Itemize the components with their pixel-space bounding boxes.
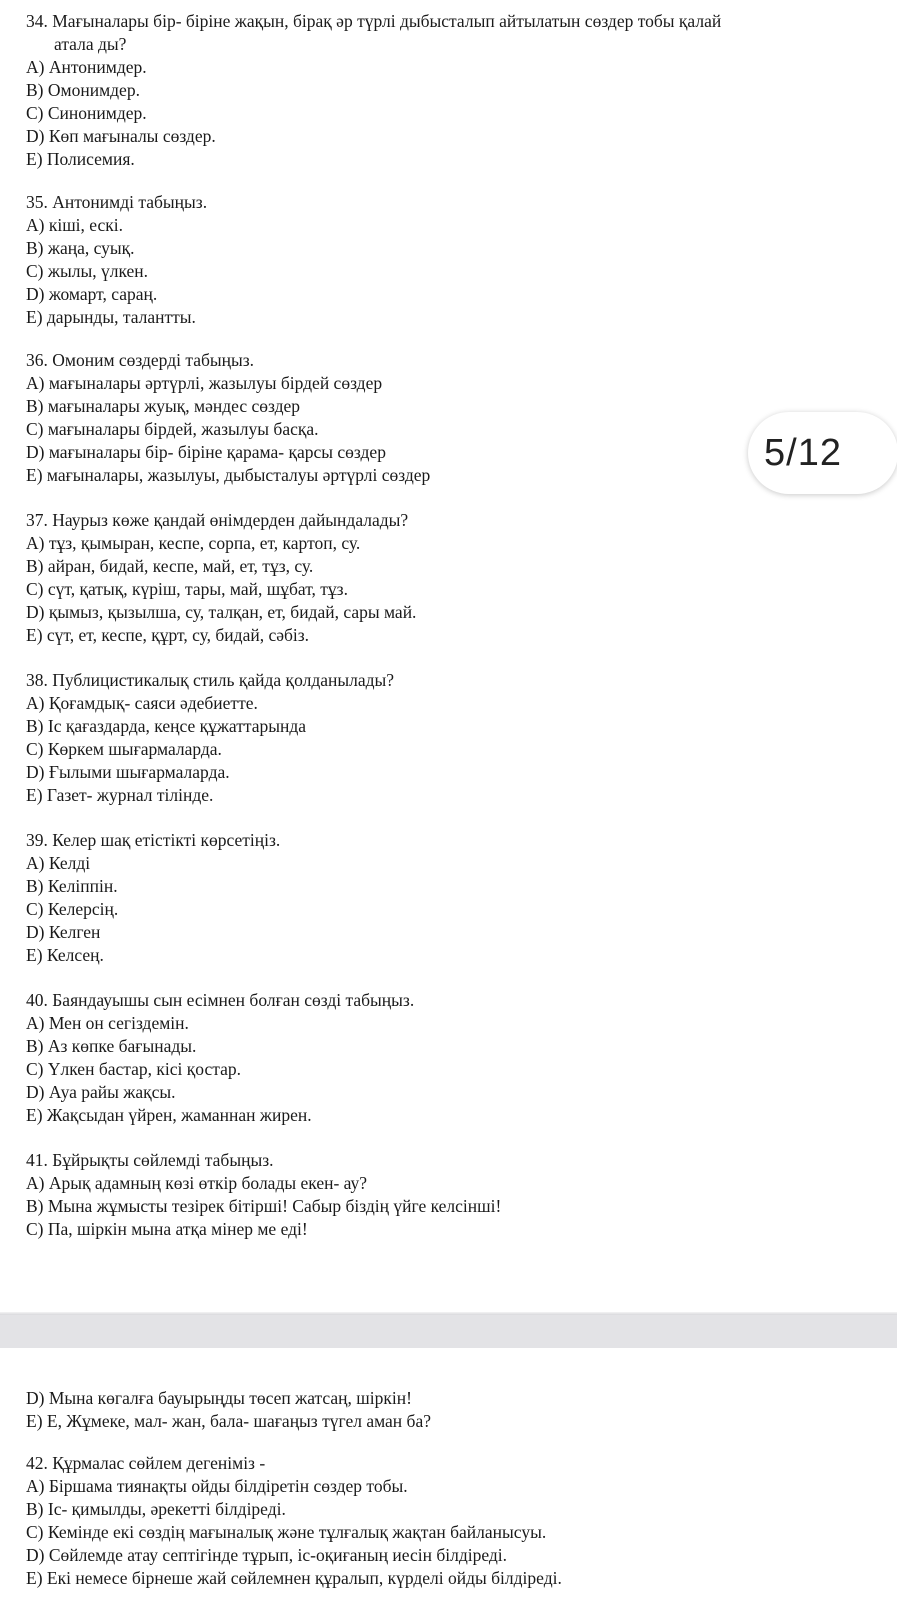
answer-option: C) Кемінде екі сөздің мағыналық және тұлғалық жақтан байланысуы. [26, 1522, 547, 1542]
question-39 [26, 829, 866, 967]
page-indicator-badge: 5/12 [748, 412, 897, 494]
answer-option: C) мағыналары бірдей, жазылуы басқа. [26, 419, 319, 439]
answer-option: A) мағыналары әртүрлі, жазылуы бірдей сөздер [26, 373, 383, 393]
question-40 [26, 989, 866, 1127]
answer-option: D) Мына көгалға бауырыңды төсеп жатсаң, шіркін! [26, 1388, 412, 1408]
answer-option: C) Көркем шығармаларда. [26, 739, 222, 759]
answer-option: B) Іс қағаздарда, кеңсе құжаттарында [26, 716, 307, 736]
answer-option: E) дарынды, талантты. [26, 307, 196, 327]
question-35 [26, 191, 866, 329]
question-text: 39. Келер шақ етістікті көрсетіңіз. [26, 830, 281, 850]
question-text: 35. Антонимді табыңыз. [26, 192, 208, 212]
answer-option: A) кіші, ескі. [26, 215, 124, 235]
answer-option: C) Үлкен бастар, кісі қостар. [26, 1059, 241, 1079]
answer-option: B) жаңа, суық. [26, 238, 135, 258]
answer-option: E) Полисемия. [26, 149, 135, 169]
answer-option: A) Қоғамдық- саяси әдебиетте. [26, 693, 258, 713]
answer-option: B) Іс- қимылды, әрекетті білдіреді. [26, 1499, 286, 1519]
answer-option: D) Көп мағыналы сөздер. [26, 126, 216, 146]
answer-option: E) Екі немесе бірнеше жай сөйлемнен құралып, күрделі ойды білдіреді. [26, 1568, 562, 1588]
answer-option: A) Антонимдер. [26, 57, 147, 77]
answer-option: B) Омонимдер. [26, 80, 140, 100]
answer-option: B) Келіппін. [26, 876, 118, 896]
answer-option: B) мағыналары жуық, мәндес сөздер [26, 396, 301, 416]
answer-option: A) Мен он сегіздемін. [26, 1013, 189, 1033]
question-34 [26, 10, 866, 171]
answer-option: B) Аз көпке бағынады. [26, 1036, 197, 1056]
question-text-continued: атала ды? [54, 34, 127, 54]
answer-option: C) жылы, үлкен. [26, 261, 149, 281]
answer-option: D) Келген [26, 922, 101, 942]
answer-option: C) сүт, қатық, күріш, тары, май, шұбат, тұз. [26, 579, 348, 599]
question-text: 36. Омоним сөздерді табыңыз. [26, 350, 255, 370]
answer-option: E) Е, Жұмеке, мал- жан, бала- шағаңыз түгел аман ба? [26, 1411, 431, 1431]
question-41 [26, 1149, 866, 1241]
page-separator [0, 1315, 897, 1348]
question-36 [26, 349, 866, 487]
answer-option: E) Газет- журнал тілінде. [26, 785, 214, 805]
answer-option: A) Келді [26, 853, 91, 873]
question-text: 37. Наурыз көже қандай өнімдерден дайындалады? [26, 510, 409, 530]
question-41-continued [26, 1387, 866, 1433]
question-text: 41. Бұйрықты сөйлемді табыңыз. [26, 1150, 274, 1170]
answer-option: B) айран, бидай, кеспе, май, ет, тұз, су. [26, 556, 314, 576]
question-text: 40. Баяндауышы сын есімнен болған сөзді табыңыз. [26, 990, 415, 1010]
answer-option: E) мағыналары, жазылуы, дыбысталуы әртүрлі сөздер [26, 465, 431, 485]
answer-option: D) Ғылыми шығармаларда. [26, 762, 230, 782]
question-text: 38. Публицистикалық стиль қайда қолданылады? [26, 670, 395, 690]
answer-option: B) Мына жұмысты тезірек бітірші! Сабыр біздің үйге келсінші! [26, 1196, 502, 1216]
answer-option: C) Па, шіркін мына атқа мінер ме еді! [26, 1219, 308, 1239]
question-42 [26, 1452, 866, 1590]
answer-option: D) жомарт, сараң. [26, 284, 158, 304]
answer-option: A) тұз, қымыран, кеспе, сорпа, ет, картоп, су. [26, 533, 361, 553]
answer-option: D) Ауа райы жақсы. [26, 1082, 176, 1102]
answer-option: E) Келсең. [26, 945, 104, 965]
answer-option: C) Синонимдер. [26, 103, 147, 123]
answer-option: D) мағыналары бір- біріне қарама- қарсы сөздер [26, 442, 386, 462]
answer-option: E) сүт, ет, кеспе, құрт, су, бидай, сәбіз. [26, 625, 310, 645]
answer-option: A) Арық адамның көзі өткір болады екен- ау? [26, 1173, 368, 1193]
question-text: 34. Мағыналары бір- біріне жақын, бірақ әр түрлі дыбысталып айтылатын сөздер тобы қалай [26, 11, 722, 31]
answer-option: D) қымыз, қызылша, су, талқан, ет, бидай, сары май. [26, 602, 417, 622]
answer-option: E) Жақсыдан үйрен, жаманнан жирен. [26, 1105, 312, 1125]
question-37 [26, 509, 866, 647]
question-38 [26, 669, 866, 807]
answer-option: A) Біршама тиянақты ойды білдіретін сөздер тобы. [26, 1476, 408, 1496]
answer-option: D) Сөйлемде атау септігінде тұрып, іс-оқиғаның иесін білдіреді. [26, 1545, 508, 1565]
answer-option: C) Келерсің. [26, 899, 119, 919]
question-text: 42. Құрмалас сөйлем дегеніміз - [26, 1453, 266, 1473]
